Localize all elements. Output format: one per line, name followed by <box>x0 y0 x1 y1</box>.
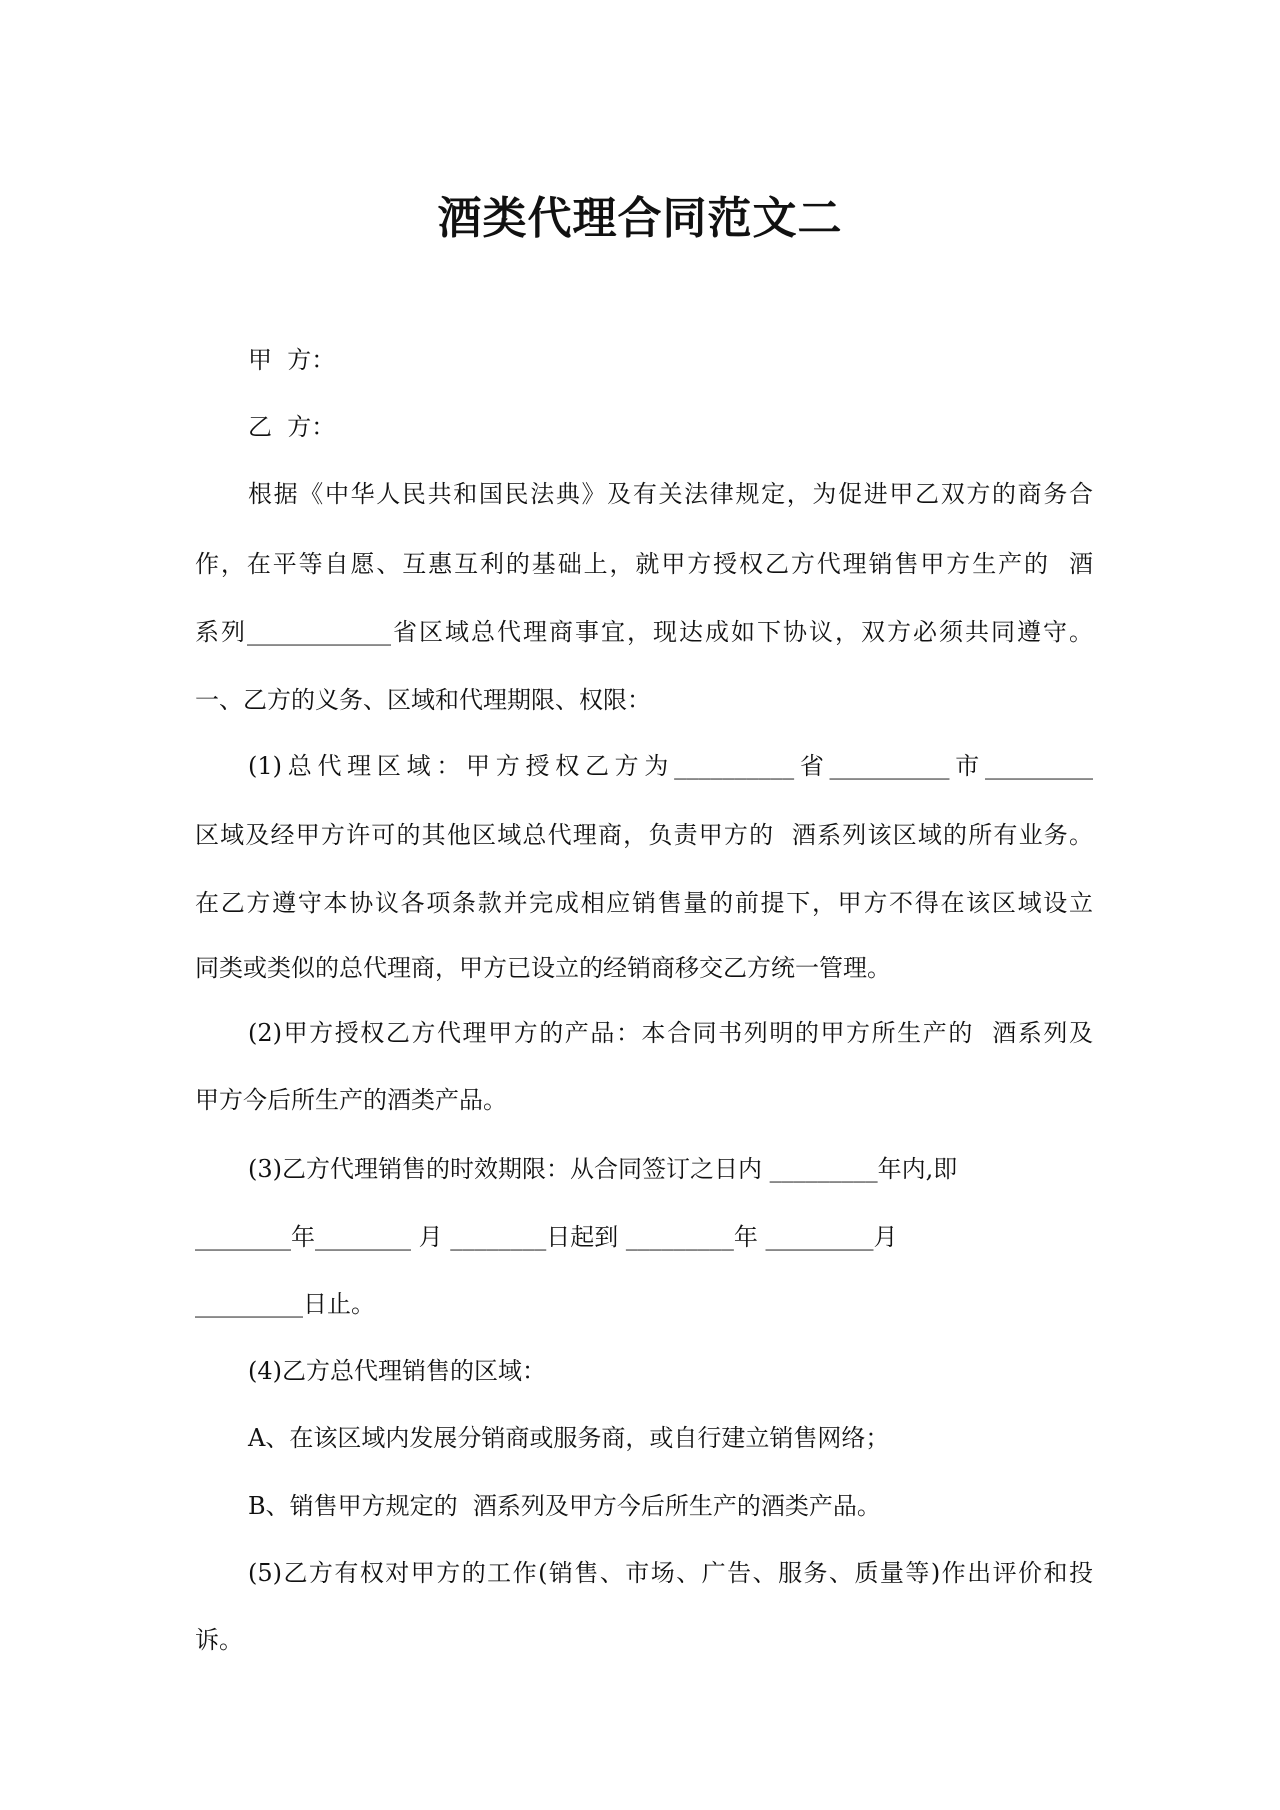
paragraph-line: ________年________ 月 ________日起到 _________年 _________月 <box>195 1223 898 1251</box>
paragraph-line: (1)总代理区域：甲方授权乙方为__________省__________市_________ <box>248 752 1093 780</box>
paragraph-line: B、销售甲方规定的 酒系列及甲方今后所生产的酒类产品。 <box>248 1492 881 1520</box>
paragraph-line: A、在该区域内发展分销商或服务商，或自行建立销售网络； <box>248 1424 890 1452</box>
party-a-line: 甲 方： <box>248 346 336 374</box>
paragraph-line: 在乙方遵守本协议各项条款并完成相应销售量的前提下，甲方不得在该区域设立 <box>195 889 1093 917</box>
document-title: 酒类代理合同范文二 <box>437 193 843 244</box>
paragraph-line: 甲方今后所生产的酒类产品。 <box>195 1086 507 1114</box>
paragraph-line: 诉。 <box>195 1626 243 1654</box>
paragraph-line: (4)乙方总代理销售的区域： <box>248 1357 546 1385</box>
paragraph-line: 根据《中华人民共和国民法典》及有关法律规定，为促进甲乙双方的商务合 <box>248 480 1093 508</box>
paragraph-line: (3)乙方代理销售的时效期限：从合同签订之日内 _________年内,即 <box>248 1155 958 1183</box>
paragraph-line: 作，在平等自愿、互惠互利的基础上，就甲方授权乙方代理销售甲方生产的 酒 <box>195 550 1093 578</box>
section-heading: 一、乙方的义务、区域和代理期限、权限： <box>195 686 651 714</box>
paragraph-line: (2)甲方授权乙方代理甲方的产品：本合同书列明的甲方所生产的 酒系列及 <box>248 1019 1093 1047</box>
paragraph-line: 区域及经甲方许可的其他区域总代理商，负责甲方的 酒系列该区域的所有业务。 <box>195 821 1093 849</box>
party-b-line: 乙 方： <box>248 413 336 441</box>
paragraph-line: (5)乙方有权对甲方的工作(销售、市场、广告、服务、质量等)作出评价和投 <box>248 1559 1093 1587</box>
paragraph-line: 系列____________省区域总代理商事宜，现达成如下协议，双方必须共同遵守。 <box>195 618 1093 646</box>
paragraph-line: 同类或类似的总代理商，甲方已设立的经销商移交乙方统一管理。 <box>195 954 891 982</box>
paragraph-line: _________日止。 <box>195 1290 375 1318</box>
